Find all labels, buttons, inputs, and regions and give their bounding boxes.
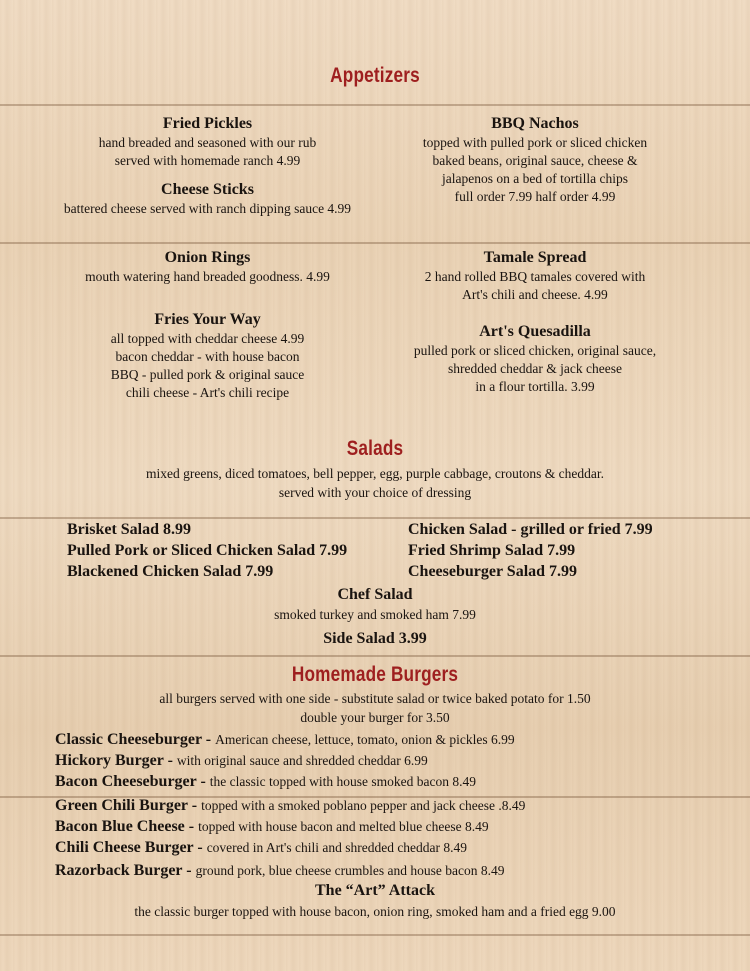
side-salad: Side Salad 3.99 <box>323 630 427 647</box>
item-desc: served with homemade ranch 4.99 <box>114 153 301 168</box>
item-name: Onion Rings <box>164 249 251 266</box>
item-desc: battered cheese served with ranch dipping sauce 4.99 <box>63 201 352 216</box>
burger-name: Chili Cheese Burger - <box>55 839 207 856</box>
item-desc: jalapenos on a bed of tortilla chips <box>442 171 628 186</box>
plank-divider <box>0 655 750 657</box>
burger-name: Green Chili Burger - <box>55 797 202 814</box>
menu-item-fried-pickles <box>40 114 375 170</box>
menu-item-bbq-nachos <box>385 114 685 206</box>
salad-item: Chicken Salad - grilled or fried 7.99 <box>408 521 653 538</box>
item-name: Tamale Spread <box>483 249 587 266</box>
burger-name: Razorback Burger - <box>55 862 196 879</box>
burger-name: Classic Cheeseburger - <box>55 731 216 748</box>
chef-salad-name: Chef Salad <box>337 586 413 603</box>
burger-desc: topped with a smoked poblano pepper and jack cheese .8.49 <box>201 798 526 813</box>
item-name: Fried Pickles <box>162 115 253 132</box>
burgers-side-note: all burgers served with one side - substitute salad or twice baked potato for 1.50 <box>159 691 591 706</box>
art-attack-name: The “Art” Attack <box>315 882 435 899</box>
burgers-title: Homemade Burgers <box>291 663 459 686</box>
burger-desc: American cheese, lettuce, tomato, onion & pickles 6.99 <box>215 732 515 747</box>
salads-description: mixed greens, diced tomatoes, bell pepper, egg, purple cabbage, croutons & cheddar. <box>146 466 604 481</box>
item-desc: in a flour tortilla. 3.99 <box>475 379 595 394</box>
burger-name: Bacon Cheeseburger - <box>55 773 210 790</box>
item-name: Art's Quesadilla <box>479 323 591 340</box>
plank-divider <box>0 517 750 519</box>
item-desc: all topped with cheddar cheese 4.99 <box>110 331 305 346</box>
burger-desc: the classic topped with house smoked bacon 8.49 <box>209 774 476 789</box>
item-desc: hand breaded and seasoned with our rub <box>98 135 317 150</box>
burger-item <box>55 839 467 857</box>
salads-dressing-note: served with your choice of dressing <box>278 485 472 500</box>
burger-desc: topped with house bacon and melted blue cheese 8.49 <box>198 819 489 834</box>
menu-item-arts-quesadilla <box>385 322 685 396</box>
plank-divider <box>0 104 750 106</box>
item-name: Fries Your Way <box>154 311 261 328</box>
item-desc: Art's chili and cheese. 4.99 <box>462 287 608 302</box>
salad-item: Pulled Pork or Sliced Chicken Salad 7.99 <box>67 542 348 559</box>
burger-item <box>55 752 428 770</box>
plank-divider <box>0 242 750 244</box>
item-desc: chili cheese - Art's chili recipe <box>125 385 290 400</box>
burger-item <box>55 818 489 836</box>
burger-item <box>55 731 515 749</box>
burger-item <box>55 797 525 815</box>
salads-title: Salads <box>346 437 404 460</box>
burger-desc: with original sauce and shredded cheddar 6.99 <box>176 753 428 768</box>
item-desc: mouth watering hand breaded goodness. 4.99 <box>85 269 330 284</box>
item-desc: BBQ - pulled pork & original sauce <box>110 367 305 382</box>
menu-item-tamale-spread <box>385 248 685 304</box>
item-desc: bacon cheddar - with house bacon <box>115 349 300 364</box>
plank-divider <box>0 934 750 936</box>
salad-item: Blackened Chicken Salad 7.99 <box>67 563 274 580</box>
burger-desc: covered in Art's chili and shredded cheddar 8.49 <box>206 840 468 855</box>
item-desc: baked beans, original sauce, cheese & <box>432 153 638 168</box>
item-desc: 2 hand rolled BBQ tamales covered with <box>424 269 646 284</box>
burger-desc: ground pork, blue cheese crumbles and house bacon 8.49 <box>195 863 505 878</box>
burger-name: Hickory Burger - <box>55 752 177 769</box>
burgers-double-note: double your burger for 3.50 <box>300 710 450 725</box>
chef-salad-desc: smoked turkey and smoked ham 7.99 <box>274 607 476 622</box>
menu-item-onion-rings <box>40 248 375 286</box>
appetizers-title: Appetizers <box>330 64 420 87</box>
menu-item-fries-your-way <box>40 310 375 402</box>
menu-item-cheese-sticks <box>20 180 395 218</box>
item-desc: topped with pulled pork or sliced chicken <box>422 135 648 150</box>
item-desc: shredded cheddar & jack cheese <box>448 361 622 376</box>
item-desc: pulled pork or sliced chicken, original sauce, <box>413 343 657 358</box>
item-desc: full order 7.99 half order 4.99 <box>454 189 616 204</box>
art-attack-desc: the classic burger topped with house bacon, onion ring, smoked ham and a fried egg 9.00 <box>134 904 616 919</box>
burger-name: Bacon Blue Cheese - <box>55 818 199 835</box>
salad-item: Fried Shrimp Salad 7.99 <box>408 542 576 559</box>
salad-item: Cheeseburger Salad 7.99 <box>408 563 578 580</box>
salad-item: Brisket Salad 8.99 <box>67 521 192 538</box>
burger-item <box>55 862 505 880</box>
item-name: BBQ Nachos <box>491 115 579 132</box>
burger-item <box>55 773 476 791</box>
item-name: Cheese Sticks <box>161 181 254 198</box>
